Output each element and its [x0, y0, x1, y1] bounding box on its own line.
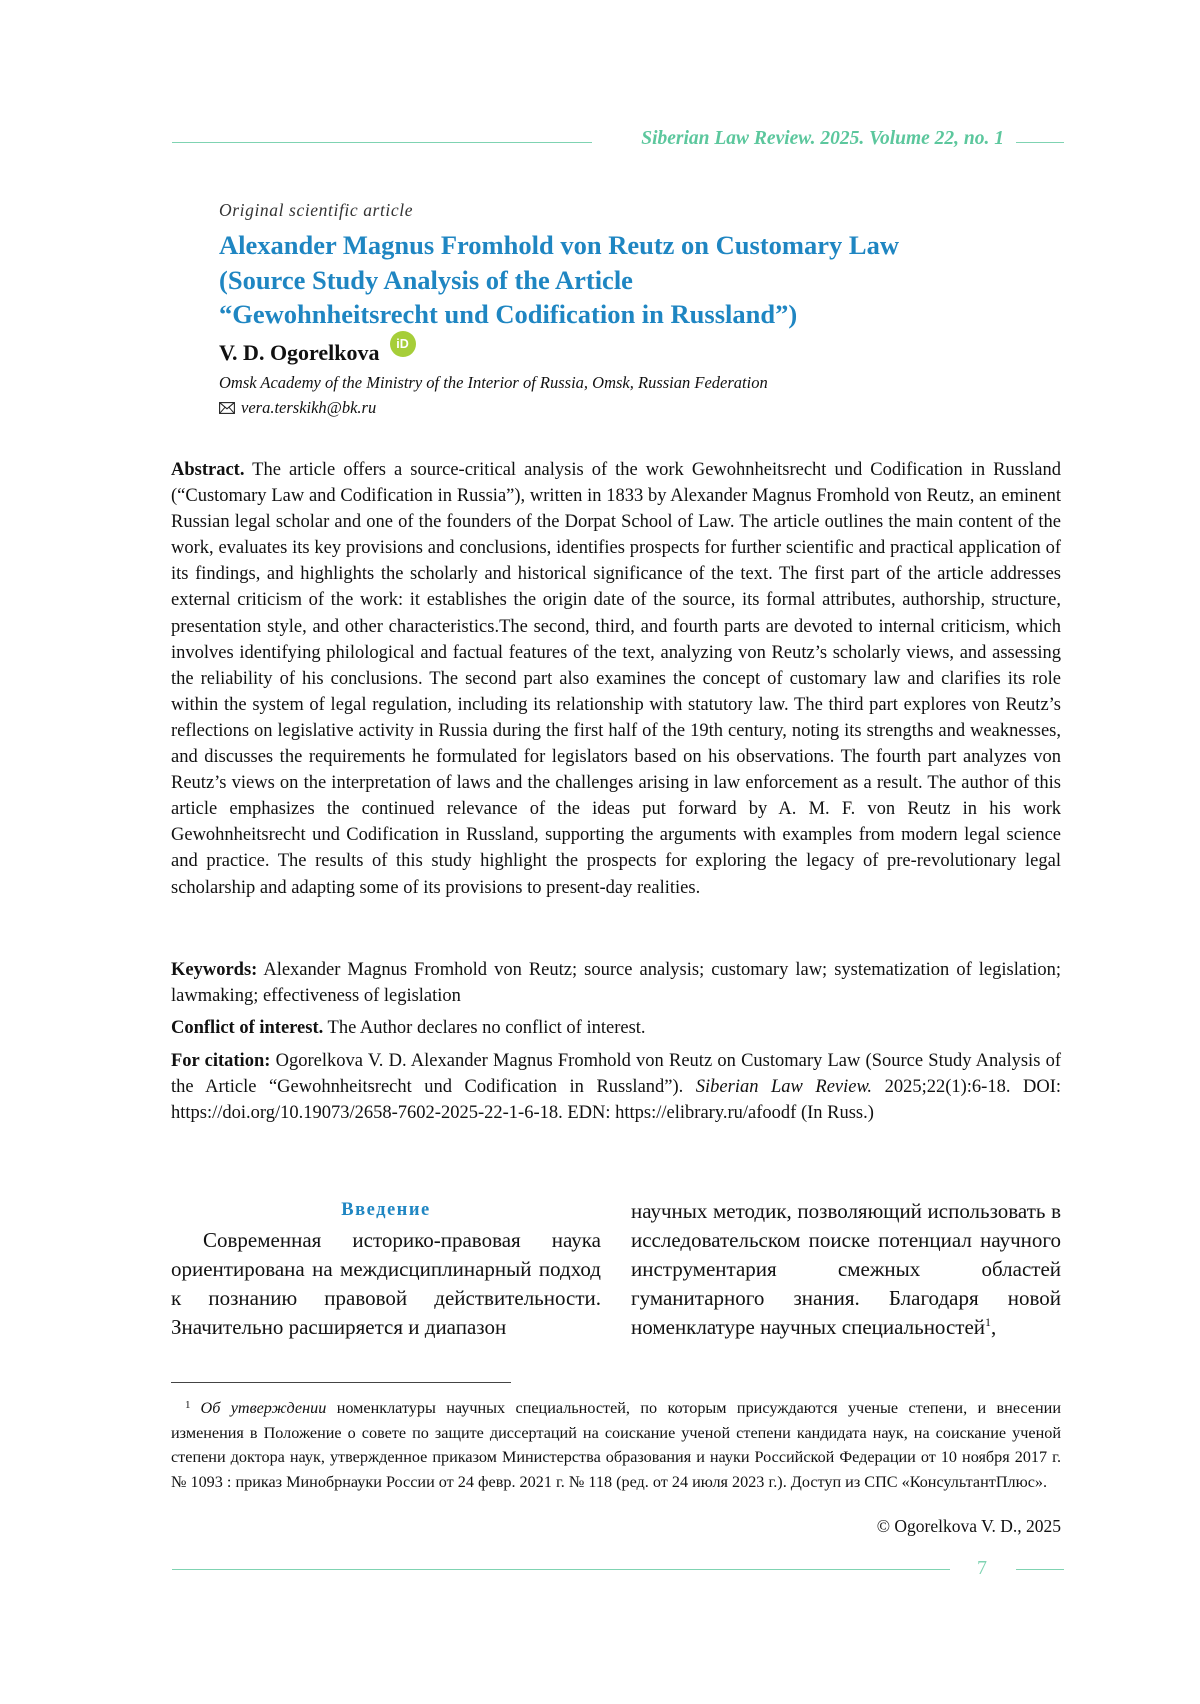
footnote-text: номенклатуры научных специальностей, по которым присуждаются ученые степени, и внесении изменения в Положение о совете по защите диссертаций на соискание ученой степени кандидата наук, на соискание ученой степени доктора наук, утвержденное приказом Министерства образования и науки Российской Федерации от 10 ноября 2017 г. № 1093 : приказ Минобрнауки России от 24 февр. 2021 г. № 118 (ред. от 24 июля 2023 г.). Доступ из СПС «КонсультантПлюс».: [171, 1399, 1061, 1491]
author-email-row: [219, 398, 376, 418]
running-footer: [172, 1555, 1064, 1585]
abstract-text: The article offers a source-critical analysis of the work Gewohnheitsrecht und Codification in Russland (“Customary Law and Codification in Russia”), written in 1833 by Alexander Magnus Fromhold von Reutz, an eminent Russian legal scholar and one of the founders of the Dorpat School of Law. The article outlines the main content of the work, evaluates its key provisions and conclusions, identifies prospects for further scientific and practical application of its findings, and highlights the scholarly and historical significance of the text. The first part of the article addresses external criticism of the work: it establishes the origin date of the source, its formal attributes, authorship, structure, presentation style, and other characteristics.The second, third, and fourth parts are devoted to internal criticism, which involves identifying philological and factual features of the text, analyzing von Reutz’s scholarly views, and assessing the reliability of his conclusions. The second part also examines the concept of customary law and clarifies its role within the system of legal regulation, including its relationship with statutory law. The third part explores von Reutz’s reflections on legislative activity in Russia during the first half of the 19th century, noting its strengths and weaknesses, and discusses the requirements he formulated for legislators based on his observations. The fourth part analyzes von Reutz’s views on the interpretation of laws and the challenges arising in law enforcement as a result. The author of this article emphasizes the continued relevance of the ideas put forward by A. M. F. von Reutz in his work Gewohnheitsrecht und Codification in Russland, supporting the arguments with examples from modern legal science and practice. The results of this study highlight the prospects for exploring the legacy of pre-revolutionary legal scholarship and adapting some of its provisions to present-day realities.: [171, 460, 1062, 898]
body-paragraph-text: научных методик, позволяющий использовать в исследовательском поиске потенциал научного инструментария смежных областей гуманитарного знания. Благодаря новой номенклатуре научных специальностей: [631, 1199, 1061, 1339]
keywords-text: Alexander Magnus Fromhold von Reutz; source analysis; customary law; systematization of legislation; lawmaking; effectiveness of legislation: [171, 960, 1061, 1007]
body-paragraph: Современная историко-правовая наука ориентирована на междисциплинарный подход к познанию правовой действительности. Значительно расширяется и диапазон: [171, 1228, 601, 1339]
footer-rule-left: [172, 1569, 950, 1570]
header-rule-right: [1016, 142, 1064, 143]
author-email[interactable]: vera.terskikh@bk.ru: [241, 398, 377, 417]
section-heading: Введение: [341, 1200, 431, 1220]
keywords: [171, 957, 1061, 1009]
footnote-reference[interactable]: 1: [985, 1315, 992, 1329]
body-paragraph-tail: ,: [991, 1315, 997, 1339]
footnote-mark: 1: [185, 1399, 191, 1411]
copyright-notice: © Ogorelkova V. D., 2025: [876, 1516, 1061, 1536]
orcid-icon[interactable]: iD: [390, 331, 416, 357]
abstract-label: Abstract.: [171, 460, 245, 480]
footnote-italic-lead: Об утверждении: [200, 1399, 327, 1417]
article-title: [219, 228, 1039, 332]
citation-journal: Siberian Law Review.: [695, 1077, 873, 1098]
footnote: [171, 1393, 1061, 1494]
footnote-divider: [171, 1382, 511, 1383]
citation-text-tail[interactable]: 2025;22(1):6-18. DOI: https://doi.org/10.19073/2658-7602-2025-22-1-6-18. EDN: https://elibrary.ru/afoodf (In Russ.): [171, 1077, 1061, 1124]
article-title-line: Alexander Magnus Fromhold von Reutz on Customary Law: [219, 230, 899, 260]
keywords-label: Keywords:: [171, 960, 258, 980]
footer-rule-right: [1016, 1569, 1064, 1570]
page-number: 7: [977, 1557, 987, 1579]
article-title-line: (Source Study Analysis of the Article: [219, 264, 633, 295]
envelope-icon: [219, 402, 235, 414]
header-rule-left: [172, 142, 592, 143]
citation: [171, 1048, 1061, 1126]
conflict-label: Conflict of interest.: [171, 1018, 324, 1038]
body-paragraph-continued: [631, 1197, 1061, 1342]
article-title-line: “Gewohnheitsrecht und Codification in Russland”): [219, 299, 798, 329]
journal-running-title: Siberian Law Review. 2025. Volume 22, no. 1: [641, 128, 1004, 149]
author-row: [219, 337, 416, 370]
author-name: V. D. Ogorelkova: [219, 340, 380, 365]
citation-label: For citation:: [171, 1051, 271, 1071]
body-column-left: [171, 1197, 601, 1342]
body-column-right: [631, 1197, 1061, 1342]
running-header: [172, 128, 1064, 158]
conflict-of-interest: [171, 1015, 1061, 1041]
article-type-label: Original scientific article: [219, 200, 414, 220]
author-affiliation: Omsk Academy of the Ministry of the Interior of Russia, Omsk, Russian Federation: [219, 373, 768, 392]
abstract: [171, 457, 1061, 901]
citation-text: Ogorelkova V. D. Alexander Magnus Fromhold von Reutz on Customary Law (Source Study Analysis of the Article “Gewohnheitsrecht und Codification in Russland”).: [171, 1051, 1062, 1098]
conflict-text: The Author declares no conflict of interest.: [327, 1018, 646, 1038]
